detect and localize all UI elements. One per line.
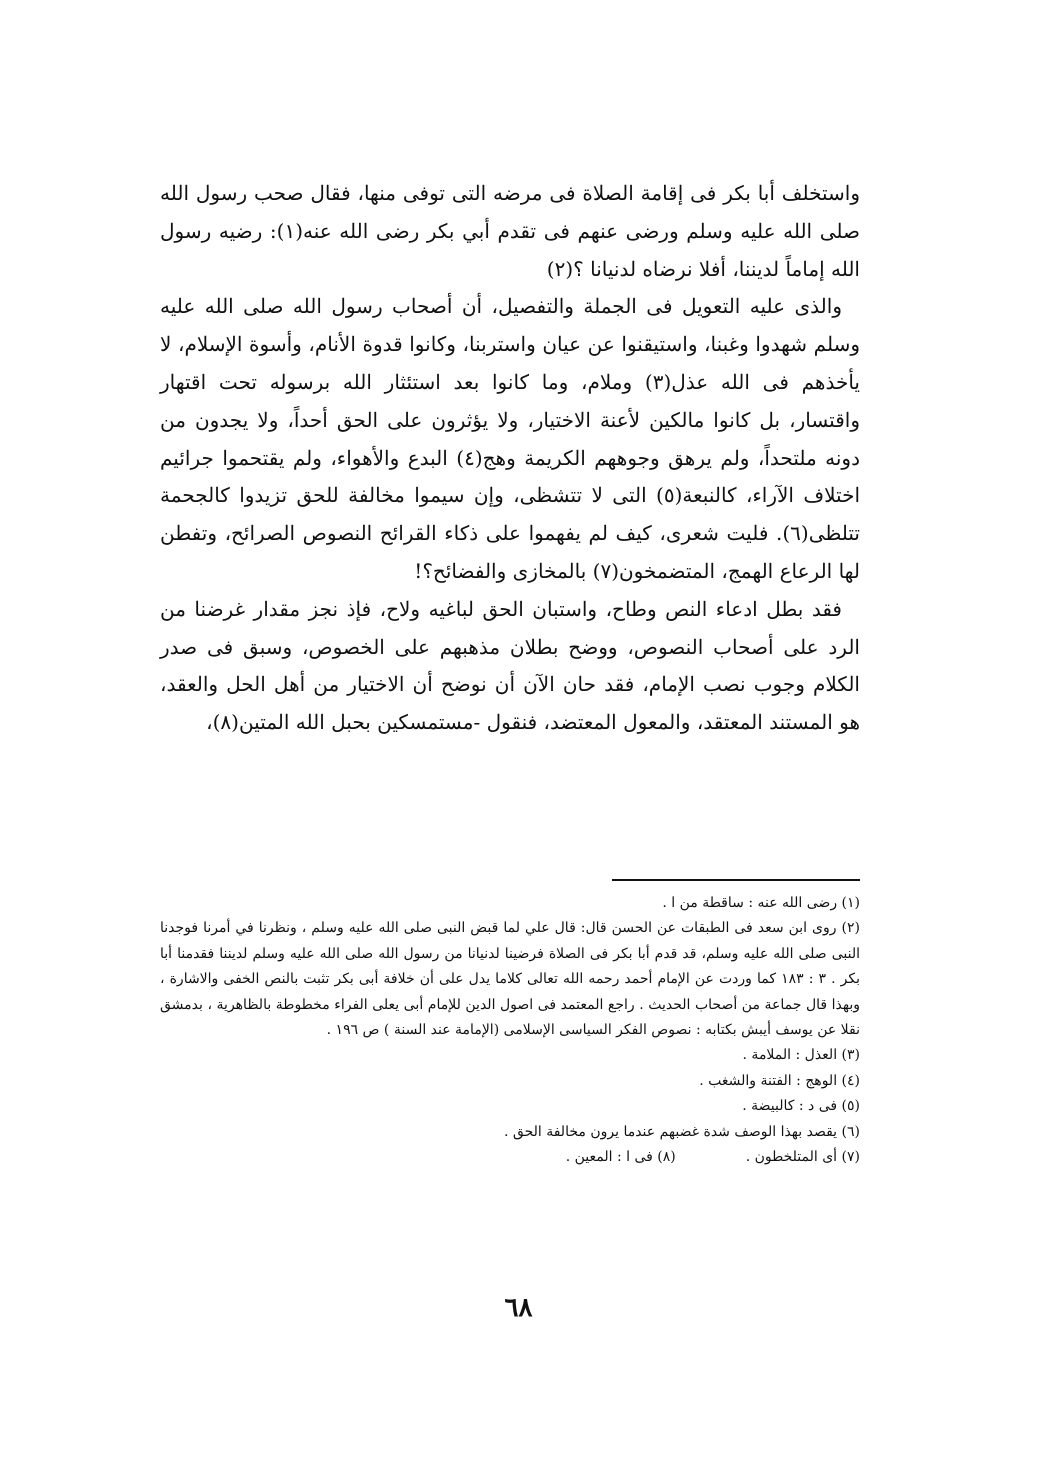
body-text — [160, 175, 860, 742]
page-number: ٦٨ — [504, 1293, 533, 1323]
footnote: (٧) أى المتلخطون . — [745, 1149, 860, 1166]
footnotes — [160, 891, 860, 1170]
footnote-pair — [160, 1145, 860, 1170]
footnote: (٢) روى ابن سعد فى الطبقات عن الحسن قال: قال علي لما قبض النبى صلى الله عليه وسلم ، ونظرنا في أمرنا فوجدنا النبى صلى الله عليه وسلم، قد قدم أبا بكر فى الصلاة فرضينا لدنيانا من رسول الله صلى الله عليه وسلم لديننا فقدمنا أبا بكر . ٣ : ١٨٣ كما وردت عن الإمام أحمد رحمه الله تعالى كلاما يدل على أن خلافة أبى بكر تثبت بالنص الخفى والاشارة ، وبهذا قال جماعة من أصحاب الحديث . راجع المعتمد فى اصول الدين للإمام أبى يعلى الفراء مخطوطة بالظاهرية ، بدمشق نقلا عن يوسف أيبش بكتابه : نصوص الفكر السياسى الإسلامى (الإمامة عند السنة ) ص ١٩٦ . — [160, 920, 861, 1039]
paragraph: فقد بطل ادعاء النص وطاح، واستبان الحق لباغيه ولاح، فإذ نجز مقدار غرضنا من الرد على أصحاب النصوص، ووضح بطلان مذهبهم على الخصوص، وسبق فى صدر الكلام وجوب نصب الإمام، فقد حان الآن أن نوضح أن الاختيار من أهل الحل والعقد، هو المستند المعتقد، والمعول المعتضد، فنقول -مستمسكين بحبل الله المتين(٨)، — [160, 596, 860, 735]
footnote: (٥) فى د : كالبيضة . — [742, 1098, 860, 1115]
footnote-divider — [612, 879, 860, 881]
paragraph: واستخلف أبا بكر فى إقامة الصلاة فى مرضه التى توفى منها، فقال صحب رسول الله صلى الله عليه وسلم ورضى عنهم فى تقدم أبي بكر رضى الله عنه(١): رضيه رسول الله إماماً لديننا، أفلا نرضاه لدنيانا ؟(٢) — [160, 181, 861, 281]
footnote: (١) رضى الله عنه : ساقطة من ا . — [662, 895, 860, 911]
footnote: (٤) الوهج : الفتنة والشغب . — [699, 1072, 860, 1089]
footnote: (٦) يقصد بهذا الوصف شدة غضبهم عندما يرون مخالفة الحق . — [504, 1123, 860, 1140]
footnote: (٣) العذل : الملامة . — [742, 1047, 860, 1064]
paragraph: والذى عليه التعويل فى الجملة والتفصيل، أن أصحاب رسول الله صلى الله عليه وسلم شهدوا وغبنا، واستيقنوا عن عيان واستربنا، وكانوا قدوة الأنام، وأسوة الإسلام، لا يأخذهم فى الله عذل(٣) وملام، وما كانوا بعد استئثار الله برسوله تحت اقتهار واقتسار، بل كانوا مالكين لأعنة الاختيار، ولا يؤثرون على الحق أحداً، ولا يجدون من دونه ملتحداً، ولم يرهق وجوههم الكريمة وهج(٤) البدع والأهواء، ولم يقتحموا جرائيم اختلاف الآراء، كالنبعة(٥) التى لا تتشظى، وإن سيموا مخالفة للحق تزيدوا كالجحمة تتلظى(٦). فليت شعرى، كيف لم يفهموا على ذكاء القرائح النصوص الصرائح، وتفطن لها الرعاع الهمج، المتضمخون(٧) بالمخازى والفضائح؟! — [160, 294, 861, 583]
footnote: (٨) فى ا : المعين . — [565, 1149, 676, 1166]
